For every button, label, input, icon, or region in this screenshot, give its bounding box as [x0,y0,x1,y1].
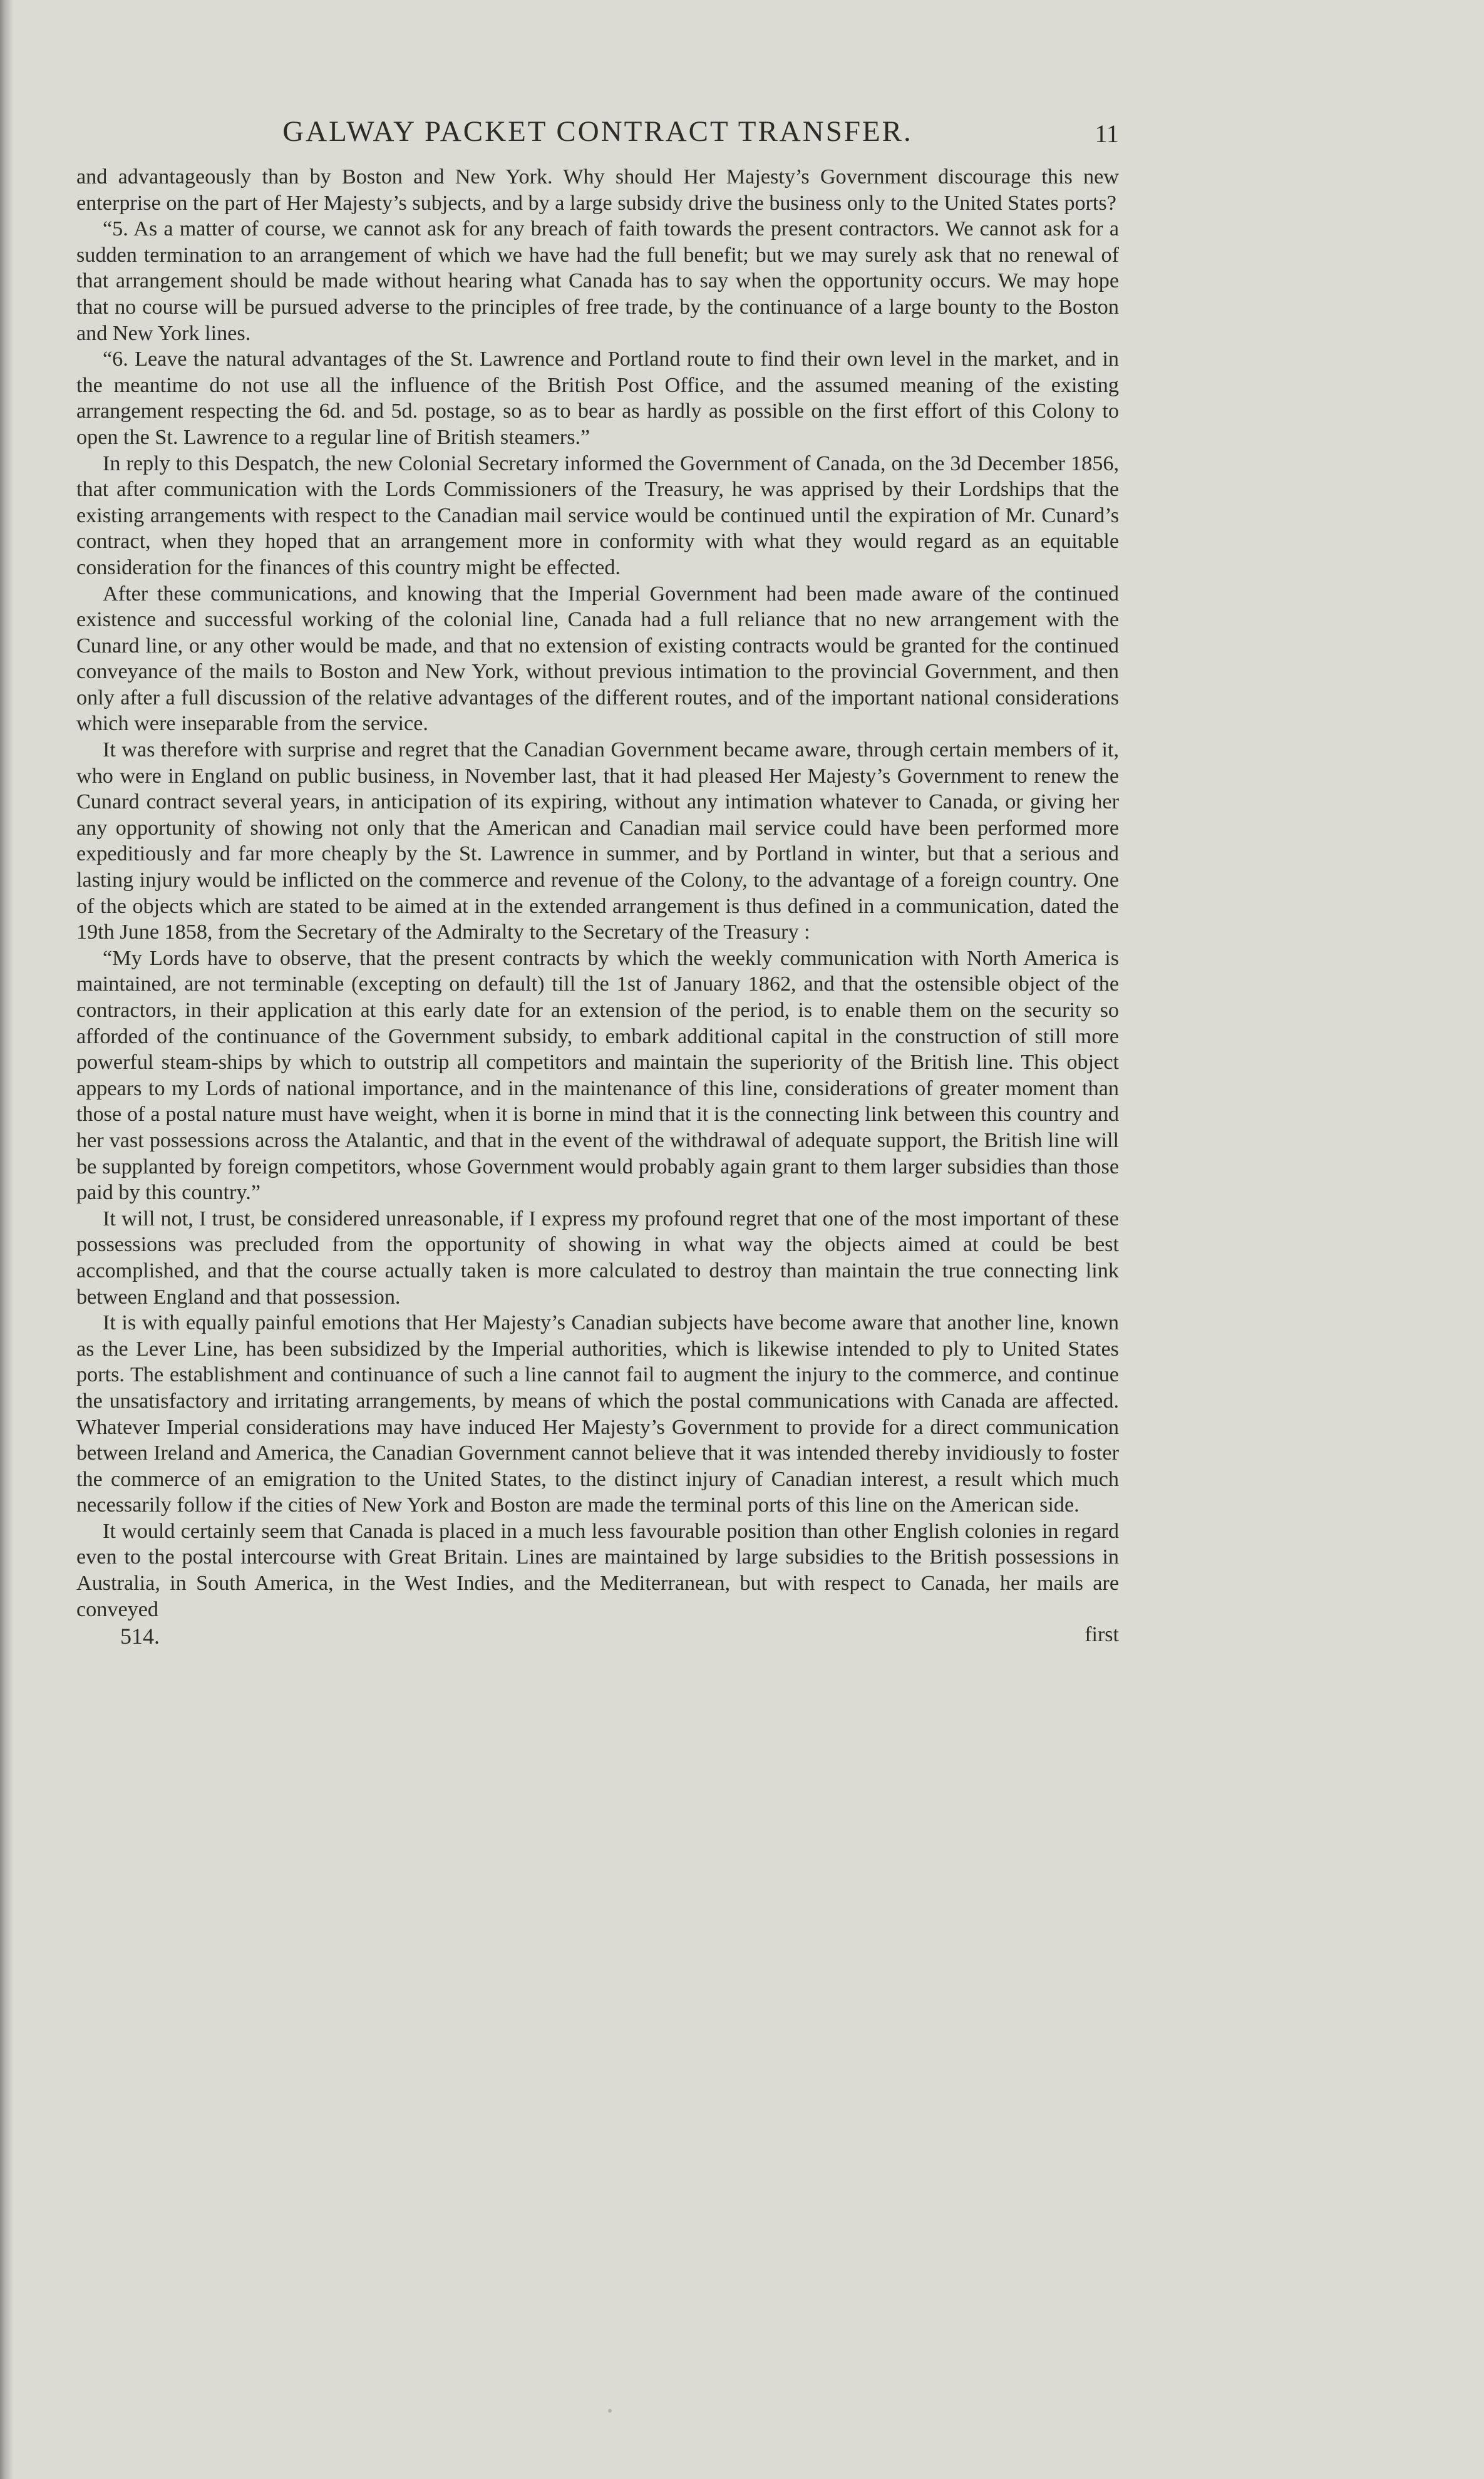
paragraph: In reply to this Despatch, the new Colonial Secretary informed the Government of Canada, on the 3d December 1856, that after communication with the Lords Commissioners of the Treasury, he was apprised by their Lordships that the existing arrangements with respect to the Canadian mail service would be continued until the expiration of Mr. Cunard’s contract, when they hoped that an arrangement more in conformity with what they would regard as an equitable consideration for the finances of this country might be effected. [76,451,1119,579]
page-title: GALWAY PACKET CONTRACT TRANSFER. [282,115,913,148]
paragraph: It is with equally painful emotions that Her Majesty’s Canadian subjects have become aware that another line, known as the Lever Line, has been subsidized by the Imperial authorities, which is likewise intended to ply to United States ports. The establishment and continuance of such a line cannot fail to augment the injury to the commerce, and continue the unsatisfactory and irritating arrangements, by means of which the postal communications with Canada are affected. Whatever Imperial considerations may have induced Her Majesty’s Government to provide for a direct communication between Ireland and America, the Canadian Government cannot believe that it was intended thereby invidiously to foster the commerce of an emigration to the United States, to the distinct injury of Canadian interest, a result which much necessarily follow if the cities of New York and Boston are made the terminal ports of this line on the American side. [76,1311,1119,1517]
binding-gutter [0,0,14,2479]
page-footer [76,1622,1119,1651]
paragraph: After these communications, and knowing that the Imperial Government had been made aware of the continued existence and successful working of the colonial line, Canada had a full reliance that no new arrangement with the Cunard line, or any other would be made, and that no extension of existing contracts would be granted for the continued conveyance of the mails to Boston and New York, without previous intimation to the provincial Government, and then only after a full discussion of the relative advantages of the different routes, and of the important national considerations which were inseparable from the service. [76,582,1119,736]
paragraph: It was therefore with surprise and regret that the Canadian Government became aware, through certain members of it, who were in England on public business, in November last, that it had pleased Her Majesty’s Government to renew the Cunard contract several years, in anticipation of its expiring, without any intimation whatever to Canada, or giving her any opportunity of showing not only that the American and Canadian mail service could have been performed more expeditiously and far more cheaply by the St. Lawrence in summer, and by Portland in winter, but that a serious and lasting injury would be inflicted on the commerce and revenue of the Colony, to the advantage of a foreign country. One of the objects which are stated to be aimed at in the extended arrangement is thus defined in a communication, dated the 19th June 1858, from the Secretary of the Admiralty to the Secretary of the Treasury : [76,738,1119,944]
paragraph: “6. Leave the natural advantages of the St. Lawrence and Portland route to find their own level in the market, and in the meantime do not use all the influence of the British Post Office, and the assumed meaning of the existing arrangement respecting the 6d. and 5d. postage, so as to bear as hardly as possible on the first effort of this Colony to open the St. Lawrence to a regular line of British steamers.” [76,348,1119,449]
paragraph: “5. As a matter of course, we cannot ask for any breach of faith towards the present contractors. We cannot ask for a sudden termination to an arrangement of which we have had the full benefit; but we may surely ask that no renewal of that arrangement should be made without hearing what Canada has to say when the opportunity occurs. We may hope that no course will be pursued adverse to the principles of free trade, by the continuance of a large bounty to the Boston and New York lines. [76,217,1119,345]
running-header [76,113,1119,164]
paper-speck [608,2409,612,2413]
signature-mark: 514. [120,1624,160,1649]
paragraph: It would certainly seem that Canada is placed in a much less favourable position than other English colonies in regard even to the postal intercourse with Great Britain. Lines are maintained by large subsidies to the British possessions in Australia, in South America, in the West Indies, and the Mediterranean, but with respect to Canada, her mails are conveyed [76,1519,1119,1621]
document-page [76,113,1119,1651]
paragraph: “My Lords have to observe, that the present contracts by which the weekly communication with North America is maintained, are not terminable (excepting on default) till the 1st of January 1862, and that the ostensible object of the contractors, in their application at this early date for an extension of the period, is to enable them on the security so afforded of the continuance of the Government subsidy, to embark additional capital in the construction of still more powerful steam-ships by which to outstrip all competitors and maintain the superiority of the British line. This object appears to my Lords of national importance, and in the maintenance of this line, considerations of greater moment than those of a postal nature must have weight, when it is borne in mind that it is the connecting link between this country and her vast possessions across the Atalantic, and that in the event of the withdrawal of adequate support, the British line will be supplanted by foreign competitors, whose Government would probably again grant to them larger subsidies than those paid by this country.” [76,946,1119,1205]
paragraph: It will not, I trust, be considered unreasonable, if I express my profound regret that one of the most important of these possessions was precluded from the opportunity of showing in what way the objects aimed at could be best accomplished, and that the course actually taken is more calculated to destroy than maintain the true connecting link between England and that possession. [76,1207,1119,1309]
paragraph: and advantageously than by Boston and New York. Why should Her Majesty’s Government discourage this new enterprise on the part of Her Majesty’s subjects, and by a large subsidy drive the business only to the United States ports? [76,165,1119,215]
body-text [76,164,1119,1622]
page-number: 11 [1095,120,1119,148]
catchword: first [1085,1623,1119,1647]
